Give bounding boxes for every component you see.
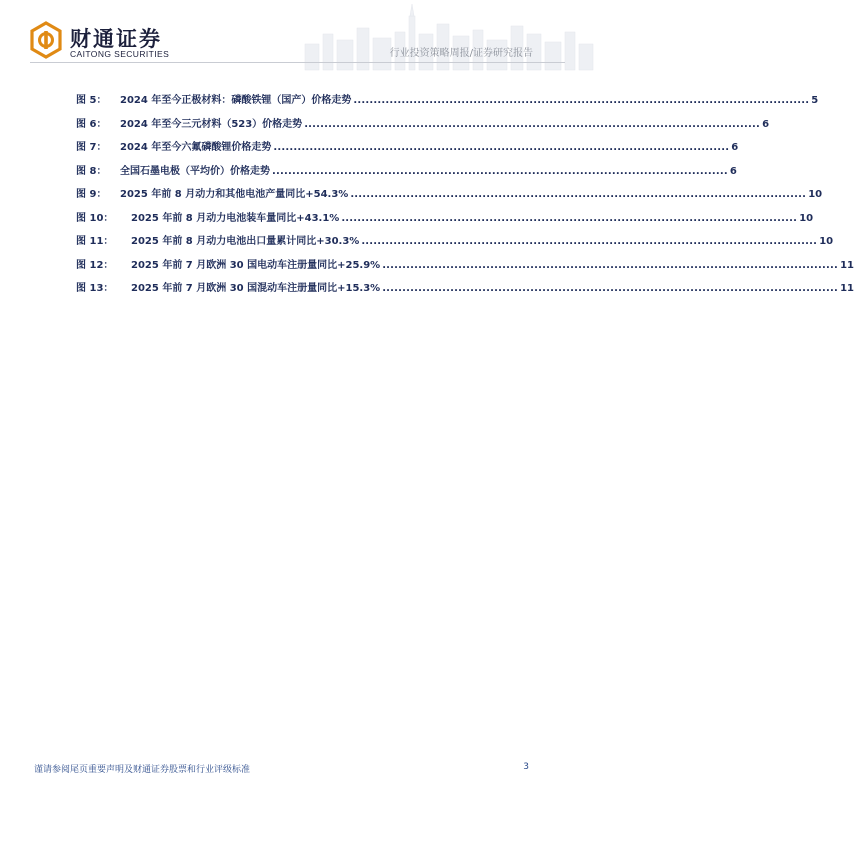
toc-leader-dots: .................................................................................................................. xyxy=(353,95,810,106)
toc-entry[interactable] xyxy=(76,91,819,115)
toc-entry-page: 10 xyxy=(799,212,814,224)
toc-entry-page: 6 xyxy=(731,142,739,153)
toc-entry-page: 6 xyxy=(762,118,770,130)
toc-entry-title: 全国石墨电极（平均价）价格走势 xyxy=(120,165,270,177)
toc-entry-title: 2024 年至今正极材料：磷酸铁锂（国产）价格走势 xyxy=(120,95,352,106)
figure-table-of-contents xyxy=(76,91,854,303)
toc-entry-label: 图 13： xyxy=(76,283,114,294)
toc-entry-title: 2025 年前 7 月欧洲 30 国电动车注册量同比+25.9% xyxy=(131,259,381,271)
logo-english-name: CAITONG SECURITIES xyxy=(70,49,170,59)
logo-mark-icon xyxy=(30,22,62,58)
toc-entry-label: 图 7： xyxy=(76,142,107,153)
toc-entry[interactable] xyxy=(76,232,834,256)
report-type-label: 行业投资策略周报/证券研究报告 xyxy=(389,48,533,59)
toc-entry[interactable] xyxy=(76,209,814,233)
toc-entry-page: 10 xyxy=(819,236,834,247)
toc-leader-dots: .................................................................................................................. xyxy=(272,165,728,177)
toc-leader-dots: .................................................................................................................. xyxy=(341,212,798,224)
header-divider xyxy=(30,62,565,63)
page-footer xyxy=(30,762,565,778)
toc-entry-title: 2025 年前 8 月动力电池出口量累计同比+30.3% xyxy=(131,236,360,247)
toc-entry-page: 10 xyxy=(808,189,823,200)
toc-entry-title: 2024 年至今三元材料（523）价格走势 xyxy=(120,118,303,130)
page-number: 3 xyxy=(523,762,529,772)
toc-leader-dots: .................................................................................................................. xyxy=(273,142,730,153)
toc-entry[interactable] xyxy=(76,115,770,139)
toc-entry-label: 图 11： xyxy=(76,236,114,247)
toc-entry-label: 图 12： xyxy=(76,259,114,271)
toc-entry-title: 2024 年至今六氟磷酸锂价格走势 xyxy=(120,142,272,153)
toc-entry-label: 图 5： xyxy=(76,95,107,106)
toc-entry-label: 图 9： xyxy=(76,189,107,200)
footer-disclaimer: 谨请参阅尾页重要声明及财通证券股票和行业评级标准 xyxy=(34,765,251,775)
toc-entry[interactable] xyxy=(76,162,737,186)
toc-entry-label: 图 8： xyxy=(76,165,107,177)
toc-leader-dots: .................................................................................................................. xyxy=(382,259,839,271)
page-header xyxy=(0,0,595,72)
toc-entry[interactable] xyxy=(76,279,854,303)
toc-leader-dots: .................................................................................................................. xyxy=(361,236,818,247)
toc-entry[interactable] xyxy=(76,138,739,162)
toc-entry-page: 11 xyxy=(840,259,854,271)
logo-chinese-name: 财通证券 xyxy=(70,27,162,51)
toc-leader-dots: .................................................................................................................. xyxy=(382,283,839,294)
toc-entry-page: 11 xyxy=(840,283,854,294)
toc-entry-label: 图 6： xyxy=(76,118,107,130)
toc-entry-title: 2025 年前 8 月动力和其他电池产量同比+54.3% xyxy=(120,189,349,200)
toc-leader-dots: .................................................................................................................. xyxy=(350,189,807,200)
toc-entry-title: 2025 年前 8 月动力电池装车量同比+43.1% xyxy=(131,212,340,224)
toc-entry-page: 5 xyxy=(811,95,819,106)
toc-entry-page: 6 xyxy=(729,165,737,177)
toc-leader-dots: .................................................................................................................. xyxy=(304,118,761,130)
toc-entry[interactable] xyxy=(76,185,823,209)
company-logo xyxy=(30,22,200,62)
toc-entry-title: 2025 年前 7 月欧洲 30 国混动车注册量同比+15.3% xyxy=(131,283,381,294)
city-skyline-image xyxy=(295,4,595,70)
toc-entry[interactable] xyxy=(76,256,854,280)
toc-entry-label: 图 10： xyxy=(76,212,114,224)
